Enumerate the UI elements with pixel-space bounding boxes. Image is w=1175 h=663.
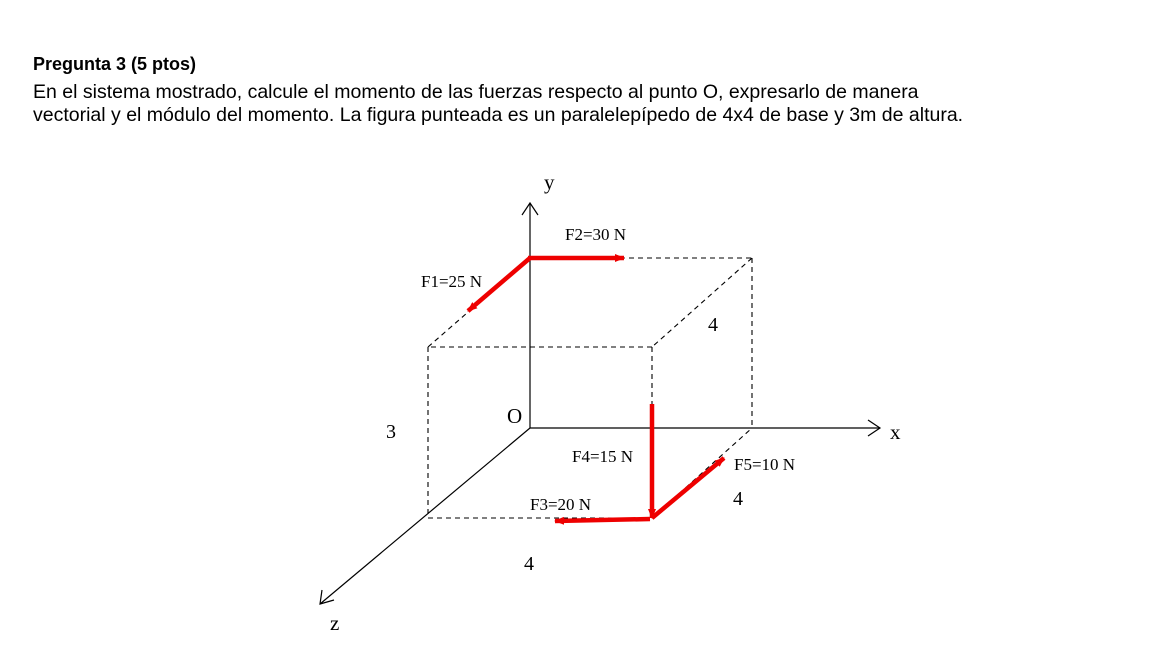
force-f5-arrow <box>652 458 724 518</box>
box-edge-top-right <box>652 258 752 347</box>
question-line-2: vectorial y el módulo del momento. La figura punteada es un paralelepípedo de 4x4 de base y 3m de altura. <box>33 104 964 126</box>
z-axis <box>320 428 530 604</box>
force-f3-label: F3=20 N <box>530 495 592 514</box>
force-f2-label: F2=30 N <box>565 225 627 244</box>
origin-label: O <box>507 404 523 428</box>
force-f5-label: F5=10 N <box>734 455 796 474</box>
y-axis-label: y <box>544 170 555 194</box>
axes <box>320 203 880 604</box>
dimension-depth-top-label: 4 <box>708 314 718 336</box>
box-dashed-edges <box>428 258 752 518</box>
z-axis-label: z <box>330 611 340 635</box>
dimension-width-bottom-label: 4 <box>524 553 534 575</box>
force-f4-label: F4=15 N <box>572 447 634 466</box>
x-axis-label: x <box>890 420 901 444</box>
force-f3-arrow <box>555 519 650 521</box>
dimension-height-label: 3 <box>386 421 396 443</box>
force-f1-label: F1=25 N <box>421 272 483 291</box>
question-line-1: En el sistema mostrado, calcule el momento de las fuerzas respecto al punto O, expresarlo de manera <box>33 81 919 103</box>
dimension-depth-bottom-label: 4 <box>733 488 743 510</box>
forces <box>468 258 724 521</box>
question-title: Pregunta 3 (5 ptos) <box>33 54 197 74</box>
